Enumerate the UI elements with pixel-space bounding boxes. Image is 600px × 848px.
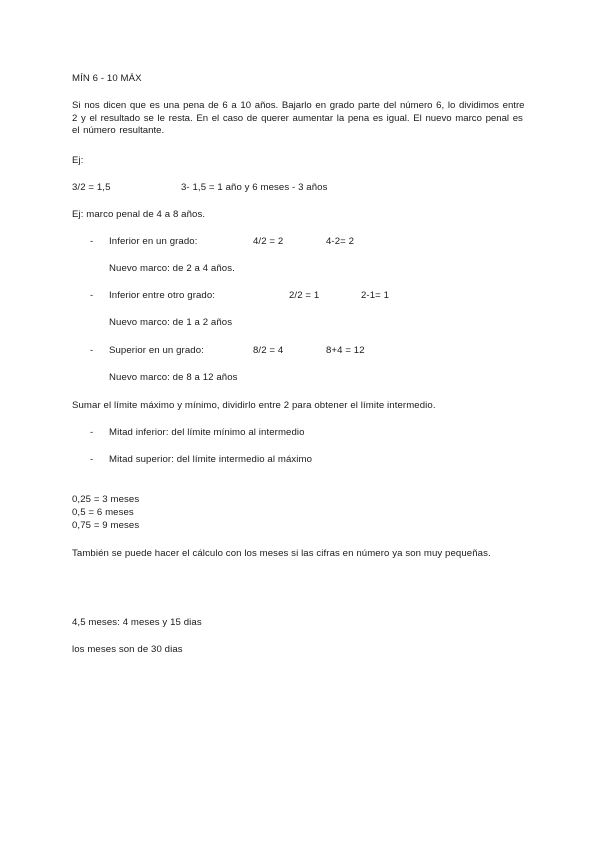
conversion-line: 0,75 = 9 meses [72,520,140,531]
list-item-calc-b: 2-1= 1 [361,290,390,301]
list-bullet: - [90,454,94,465]
list-item-label: Superior en un grado: [109,345,204,356]
example-label: Ej: [72,155,84,166]
example-calc-2: 3- 1,5 = 1 año y 6 meses - 3 años [181,182,328,193]
list-bullet: - [90,236,94,247]
list-bullet: - [90,427,94,438]
example-months: 4,5 meses: 4 meses y 15 dias [72,617,202,628]
list-item-calc-b: 8+4 = 12 [326,345,365,356]
months-note: los meses son de 30 dias [72,644,183,655]
list-item-result: Nuevo marco: de 1 a 2 años [109,317,233,328]
list-item-result: Nuevo marco: de 2 a 4 años. [109,263,235,274]
list-item-calc-b: 4-2= 2 [326,236,355,247]
mitad-inferior-text: Mitad inferior: del límite mínimo al intermedio [109,427,305,438]
list-item-label: Inferior entre otro grado: [109,290,216,301]
list-item-label: Inferior en un grado: [109,236,198,247]
list-item-calc-a: 4/2 = 2 [253,236,284,247]
example-calc-1: 3/2 = 1,5 [72,182,111,193]
intro-paragraph: Si nos dicen que es una pena de 6 a 10 años. Bajarlo en grado parte del número 6, lo dividimos entre 2 y el resultado se le resta. En el caso de querer aumentar la pena es igual. El nuevo marco penal es el número resultante. [72,100,525,136]
conversion-line: 0,25 = 3 meses [72,494,140,505]
months-paragraph: También se puede hacer el cálculo con los meses si las cifras en número ya son muy pequeñas. [72,548,491,559]
list-item-calc-a: 8/2 = 4 [253,345,284,356]
conversion-line: 0,5 = 6 meses [72,507,134,518]
list-bullet: - [90,290,94,301]
example2-label: Ej: marco penal de 4 a 8 años. [72,209,206,220]
document-title: MÍN 6 - 10 MÁX [72,73,142,84]
sum-paragraph: Sumar el límite máximo y mínimo, dividirlo entre 2 para obtener el límite intermedio. [72,400,436,411]
list-bullet: - [90,345,94,356]
list-item-result: Nuevo marco: de 8 a 12 años [109,372,238,383]
mitad-superior-text: Mitad superior: del límite intermedio al máximo [109,454,313,465]
list-item-calc-a: 2/2 = 1 [289,290,320,301]
